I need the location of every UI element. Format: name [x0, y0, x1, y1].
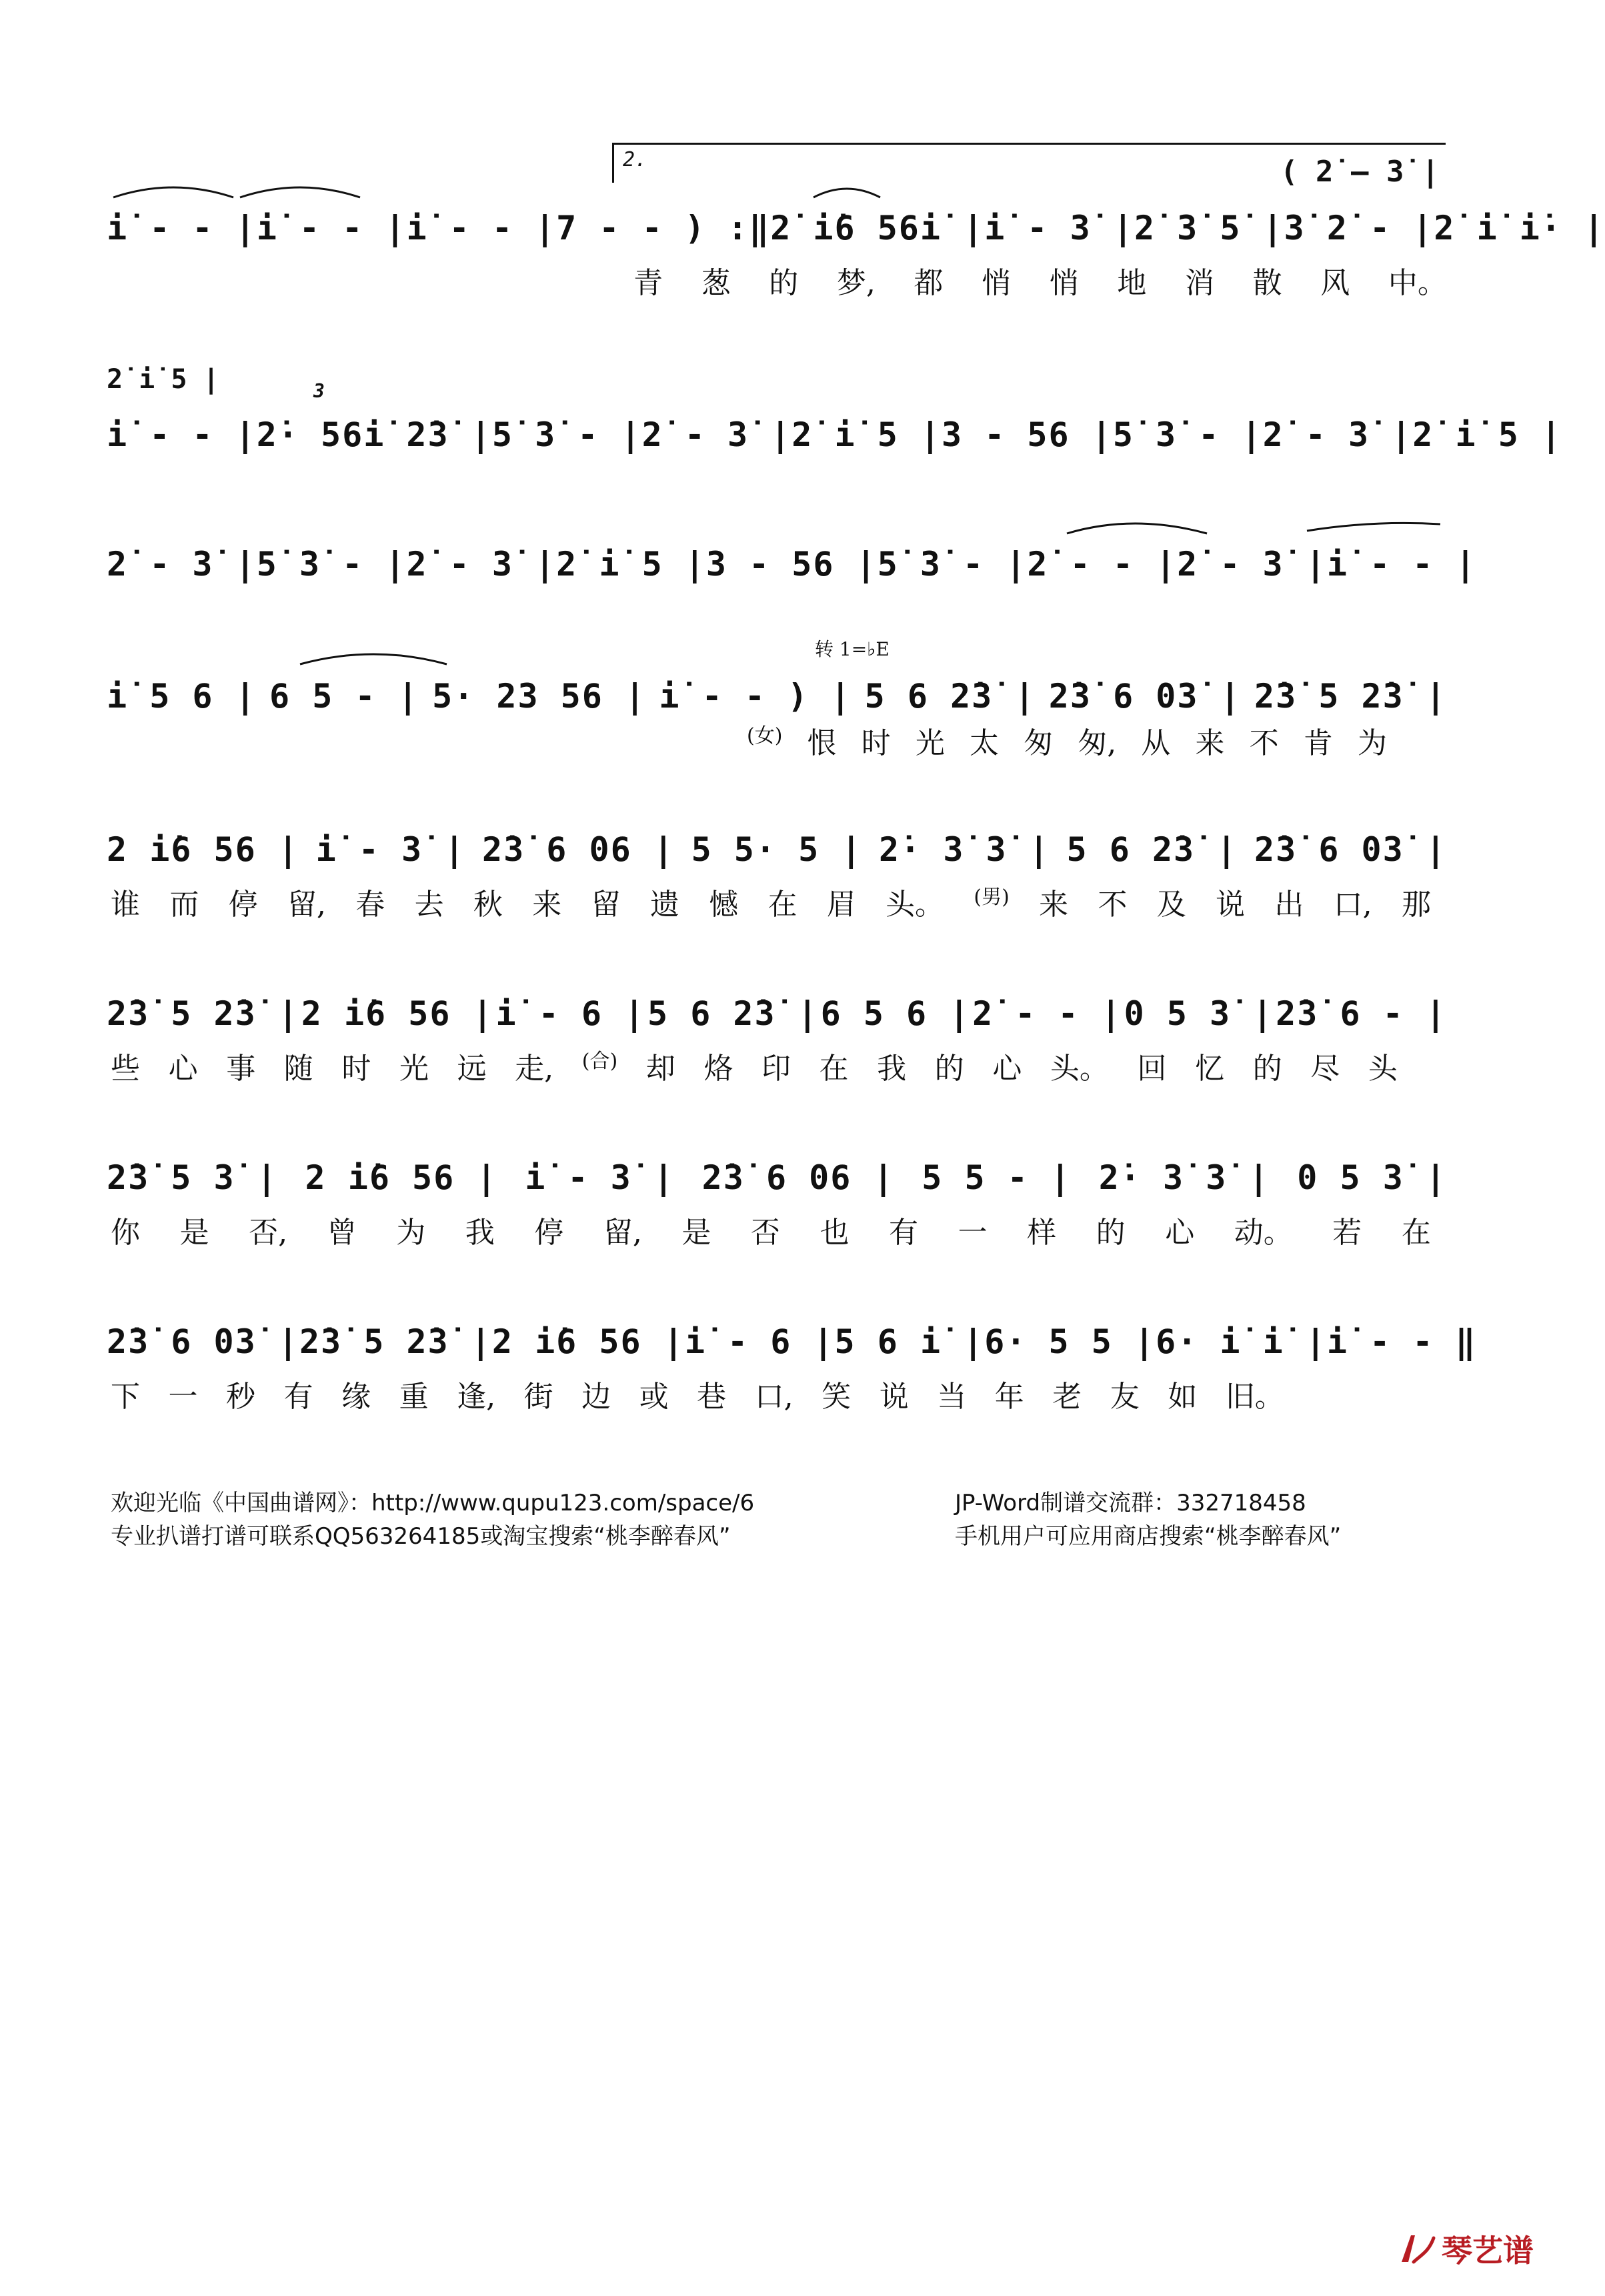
- lyric-syllable: 远: [457, 1052, 487, 1086]
- lyric-syllable: 秒: [226, 1380, 256, 1414]
- lyric-syllable: 或: [639, 1380, 669, 1414]
- slur-arc: [113, 187, 233, 197]
- measure: 2̇3̇ 6 03̇ |: [1254, 830, 1447, 869]
- lyric-syllable: 我: [877, 1052, 907, 1086]
- measure: 2̇· 56i̇ 2̇3̇ |: [256, 415, 492, 454]
- lyric-syllable: 不: [1249, 726, 1279, 760]
- lyric-syllable: 散: [1252, 266, 1282, 300]
- measure: 2̇· 3̇ 3̇ |: [1098, 1158, 1270, 1197]
- measure: 6 5 6 |: [820, 994, 971, 1033]
- lyric-syllable: 悄: [982, 266, 1012, 300]
- measure: 2 i̇6 56 |: [107, 830, 299, 869]
- lyric-syllable: 时: [861, 726, 891, 760]
- lyric-syllable: 口,: [754, 1380, 793, 1414]
- measure: 2̇ i̇ 5 |: [1412, 415, 1562, 454]
- lyric-syllable: 的: [934, 1052, 964, 1086]
- measure: 0 5 3̇ |: [1297, 1158, 1447, 1197]
- lyric-syllable: 为: [396, 1216, 426, 1250]
- measure: 2̇3̇ 5 2̇3̇ |: [299, 1322, 492, 1361]
- lyric-syllable: 去: [414, 888, 444, 922]
- measure: i̇ - - |: [1326, 545, 1477, 584]
- lyric-syllable: 的: [1096, 1216, 1126, 1250]
- measure: 2̇ - 3̇ |: [641, 415, 792, 454]
- slur-arc: [814, 189, 880, 197]
- lyric-syllable: 说: [1216, 888, 1246, 922]
- lyric-syllable: 肯: [1303, 726, 1333, 760]
- lyric-syllable: 动。: [1234, 1216, 1293, 1250]
- lyric-syllable: 匆,: [1078, 726, 1117, 760]
- measure: 5 6 2̇3̇ |: [647, 994, 819, 1033]
- measure: 2̇ - 3̇ |: [1262, 415, 1413, 454]
- measure: 2̇3̇ 6 06 |: [481, 830, 675, 869]
- lyric-syllable: 风: [1320, 266, 1350, 300]
- footer-group-note: JP-Word制谱交流群：332718458: [955, 1490, 1306, 1516]
- lyric-syllable: 留,: [603, 1216, 642, 1250]
- measure: 2̇3̇ 6 03̇ |: [107, 1322, 299, 1361]
- measure: 5̇ 3̇ - |: [491, 415, 642, 454]
- lyric-syllable: 些: [111, 1052, 140, 1086]
- measure: 2̇3̇ 5 2̇3̇ |: [1254, 677, 1447, 716]
- lyric-syllable: 头。: [1050, 1052, 1109, 1086]
- lyric-syllable: 口,: [1333, 888, 1372, 922]
- measure: i̇ - 3̇ |: [315, 830, 466, 869]
- lyric-syllable: 烙: [703, 1052, 733, 1086]
- measure: 5· 23 56 |: [432, 677, 647, 716]
- measure: 2̇3̇ 6 03̇ |: [1048, 677, 1242, 716]
- measure: 5 6 2̇3̇ |: [864, 677, 1036, 716]
- slur-arc: [300, 654, 447, 664]
- logo-text: 琴艺谱: [1442, 2233, 1534, 2269]
- measure: 2̇ i̇ 5 |: [556, 545, 706, 584]
- key-change-mark: 转 1=♭E: [815, 638, 890, 660]
- lyric-syllable: 当: [937, 1380, 967, 1414]
- lyric-syllable: 光: [399, 1052, 429, 1086]
- measure: 6· i̇ i̇ |: [1156, 1322, 1327, 1361]
- measure: i̇ - 6 |: [495, 994, 646, 1033]
- lyric-syllable: 恨: [807, 726, 837, 760]
- lyric-syllable: 老: [1052, 1380, 1082, 1414]
- measure: 2̇ - - |: [972, 994, 1122, 1033]
- measure: i̇ - 3̇ |: [525, 1158, 675, 1197]
- lyric-syllable: 一: [958, 1216, 988, 1250]
- lyric-syllable: 在: [1401, 1216, 1431, 1250]
- lyric-syllable: 也: [820, 1216, 850, 1250]
- slur-arc: [240, 187, 360, 197]
- lyric-syllable: 留,: [287, 888, 326, 922]
- measure: 2̇ - 3̇ |: [406, 545, 557, 584]
- measure: i̇ - - ‖: [1326, 1322, 1477, 1361]
- volta-label: 2.: [623, 148, 647, 171]
- lyric-syllable: 重: [399, 1380, 429, 1414]
- measure: 2̇3̇ 6 - |: [1276, 994, 1447, 1033]
- measure: 2 i̇6 56 |: [305, 1158, 498, 1197]
- lyric-syllable: 却: [645, 1052, 675, 1086]
- lyric-syllable: 年: [994, 1380, 1024, 1414]
- lyric-syllable: 出: [1274, 888, 1304, 922]
- lyric-syllable: 心: [1165, 1216, 1195, 1250]
- lyric-syllable: 否: [750, 1216, 780, 1250]
- lyric-syllable: 旧。: [1225, 1380, 1284, 1414]
- lyric-syllable: 而: [169, 888, 199, 922]
- measure: 2̇3̇ 5 2̇3̇ |: [107, 994, 299, 1033]
- measure: 5̇ 3̇ - |: [1112, 415, 1263, 454]
- lyric-syllable: 消: [1185, 266, 1214, 300]
- measure: 2̇ i̇ 5 |: [791, 415, 942, 454]
- lyric-syllable: 地: [1117, 266, 1147, 300]
- lyric-syllable: 谁: [111, 888, 140, 922]
- lyric-syllable: 边: [581, 1380, 611, 1414]
- lyric-syllable: 葱: [701, 266, 731, 300]
- measure: 5 5· 5 |: [691, 830, 863, 869]
- triplet-mark: 3: [313, 380, 325, 402]
- lyric-syllable: 春: [355, 888, 385, 922]
- lyric-syllable: 样: [1027, 1216, 1057, 1250]
- measure: 5 6 i̇ |: [834, 1322, 985, 1361]
- footer-site-link[interactable]: 欢迎光临《中国曲谱网》：http://www.qupu123.com/space/6: [111, 1490, 755, 1516]
- lyric-syllable: 缘: [341, 1380, 371, 1414]
- lyric-syllable: 青: [633, 266, 663, 300]
- measure: 5̇ 3̇ - |: [877, 545, 1028, 584]
- measure: i̇ - - |: [107, 209, 257, 247]
- lyric-syllable: 梦,: [836, 266, 876, 300]
- lyric-syllable: 是: [681, 1216, 711, 1250]
- measure: 2̇ i̇6 56i̇ |: [770, 209, 985, 247]
- lyric-syllable: 来: [532, 888, 562, 922]
- lyric-syllable: 匆: [1024, 726, 1054, 760]
- lyric-syllable: 我: [465, 1216, 495, 1250]
- lyric-syllable: 回: [1137, 1052, 1167, 1086]
- lyric-syllable: 曾: [327, 1216, 357, 1250]
- lyric-syllable: 秋: [473, 888, 503, 922]
- lyric-syllable: 说: [879, 1380, 909, 1414]
- measure: i̇ - 3̇ |: [984, 209, 1134, 247]
- lyric-syllable: 有: [283, 1380, 313, 1414]
- measure: 2̇ i̇ i̇· |: [1434, 209, 1605, 247]
- top-bracket-notes: ( 2̇ – 3̇ |: [1280, 155, 1440, 189]
- measure: 2 i̇6 56 |: [301, 994, 494, 1033]
- lyric-syllable: 走,: [515, 1052, 554, 1086]
- lyric-syllable: 尽: [1310, 1052, 1340, 1086]
- lyric-syllable: 来: [1039, 888, 1069, 922]
- measure: i̇ - - ) |: [659, 677, 852, 716]
- row2-prefix-notes: 2̇ i̇ 5 |: [107, 364, 219, 395]
- lyric-syllable: 中。: [1388, 266, 1447, 300]
- lyric-syllable: 你: [111, 1216, 140, 1250]
- measure: i̇ 5 6 |: [107, 677, 257, 716]
- measure: 3 - 56 |: [705, 545, 878, 584]
- slur-arc: [1307, 523, 1440, 531]
- lyric-syllable: 头: [1368, 1052, 1398, 1086]
- lyric-syllable: 的: [769, 266, 799, 300]
- measure: 2̇ 3̇ 5̇ |: [1134, 209, 1284, 247]
- measure: 0 5 3̇ |: [1124, 994, 1274, 1033]
- measure: 2 i̇6 56 |: [491, 1322, 685, 1361]
- slur-arc: [1067, 523, 1207, 533]
- measure: 3 - 56 |: [942, 415, 1113, 454]
- lyric-syllable: 都: [914, 266, 944, 300]
- lyric-syllable: (女): [747, 724, 783, 748]
- lyric-syllable: 太: [969, 726, 999, 760]
- lyric-syllable: 悄: [1049, 266, 1079, 300]
- measure: 6· 5 5 |: [984, 1322, 1156, 1361]
- measure: i̇ - - |: [107, 415, 257, 454]
- lyric-syllable: 的: [1252, 1052, 1282, 1086]
- lyric-syllable: 留: [591, 888, 621, 922]
- footer-app-note: 手机用户可应用商店搜索“桃李醉春风”: [955, 1523, 1342, 1550]
- lyric-syllable: 停: [534, 1216, 564, 1250]
- lyric-syllable: 友: [1110, 1380, 1140, 1414]
- lyric-syllable: 逢,: [457, 1380, 496, 1414]
- measure: 2̇ - 3̇ |: [107, 545, 257, 584]
- lyric-syllable: 那: [1401, 888, 1431, 922]
- lyric-syllable: 心: [992, 1052, 1022, 1086]
- lyric-syllable: 事: [226, 1052, 256, 1086]
- lyric-syllable: 心: [168, 1052, 198, 1086]
- measure: 2̇ - - |: [1027, 545, 1178, 584]
- lyric-syllable: 若: [1332, 1216, 1362, 1250]
- lyric-syllable: 否,: [249, 1216, 288, 1250]
- lyric-syllable: 头。: [886, 888, 945, 922]
- lyric-syllable: 如: [1168, 1380, 1198, 1414]
- lyric-syllable: 巷: [697, 1380, 727, 1414]
- lyric-syllable: 时: [341, 1052, 371, 1086]
- measure: 5 6 2̇3̇ |: [1066, 830, 1238, 869]
- lyric-syllable: 在: [767, 888, 797, 922]
- lyric-syllable: 不: [1098, 888, 1128, 922]
- lyric-syllable: 来: [1195, 726, 1225, 760]
- lyric-syllable: 遗: [649, 888, 679, 922]
- measure: 3̇ 2̇ - |: [1284, 209, 1434, 247]
- lyric-syllable: 从: [1141, 726, 1171, 760]
- lyric-syllable: (合): [581, 1050, 618, 1073]
- lyric-syllable: 为: [1357, 726, 1387, 760]
- lyric-syllable: 街: [523, 1380, 553, 1414]
- lyric-syllable: 及: [1156, 888, 1186, 922]
- lyric-syllable: 忆: [1195, 1052, 1225, 1086]
- lyric-syllable: 是: [179, 1216, 209, 1250]
- measure: 7 - - ) :‖: [556, 209, 771, 247]
- measure: i̇ - 6 |: [684, 1322, 835, 1361]
- lyric-syllable: 随: [283, 1052, 313, 1086]
- lyric-syllable: 一: [168, 1380, 198, 1414]
- lyric-syllable: 印: [761, 1052, 791, 1086]
- lyric-syllable: (男): [974, 886, 1010, 909]
- lyric-syllable: 笑: [822, 1380, 852, 1414]
- measure: 5 5 - |: [922, 1158, 1072, 1197]
- piano-logo-icon: [1399, 2233, 1436, 2265]
- lyric-syllable: 憾: [709, 888, 739, 922]
- measure: 2̇3̇ 5 3̇ |: [107, 1158, 278, 1197]
- lyric-syllable: 光: [915, 726, 945, 760]
- measure: 6 5 - |: [269, 677, 419, 716]
- measure: 2̇3̇ 6 06 |: [701, 1158, 895, 1197]
- lyric-syllable: 停: [228, 888, 258, 922]
- lyric-syllable: 在: [819, 1052, 849, 1086]
- measure: 5̇ 3̇ - |: [256, 545, 407, 584]
- measure: i̇ - - |: [406, 209, 557, 247]
- lyric-syllable: 有: [889, 1216, 919, 1250]
- measure: 2̇ - 3̇ |: [1177, 545, 1327, 584]
- brand-logo: [1399, 2227, 1534, 2271]
- lyric-syllable: 下: [111, 1380, 140, 1414]
- footer-contact-note: 专业扒谱打谱可联系QQ563264185或淘宝搜索“桃李醉春风”: [111, 1523, 731, 1550]
- measure: i̇ - - |: [256, 209, 407, 247]
- measure: 2̇· 3̇ 3̇ |: [879, 830, 1050, 869]
- lyric-syllable: 眉: [826, 888, 856, 922]
